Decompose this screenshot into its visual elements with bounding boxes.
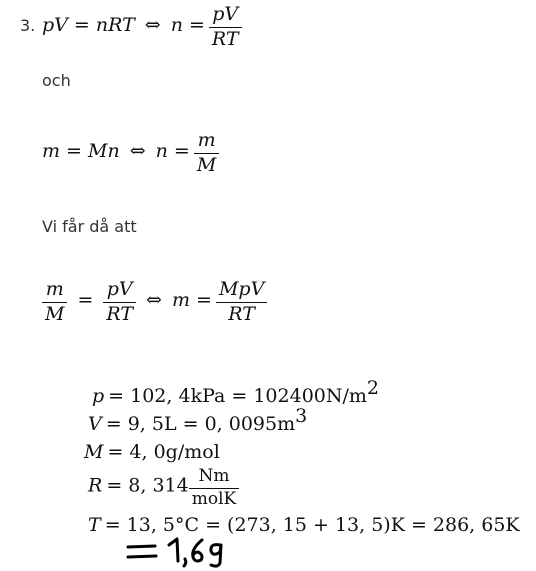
M-value: = 4, 0g/mol xyxy=(107,441,220,463)
equation-combined xyxy=(42,279,267,326)
eq1-arrow: ⇔ xyxy=(144,14,161,37)
eq3-equals: = xyxy=(77,289,94,312)
T-value: = 13, 5°C = (273, 15 + 13, 5)K = 286, 65K xyxy=(104,514,520,536)
eq3-f1-num: m xyxy=(42,279,67,303)
eq3-arrow: ⇔ xyxy=(146,289,162,312)
eq1-n: n = xyxy=(170,14,205,37)
T-symbol: T xyxy=(88,514,101,536)
eq1-fraction xyxy=(209,4,242,51)
p-exponent: 2 xyxy=(366,377,380,399)
item-number: 3. xyxy=(20,16,36,35)
eq1-frac-num: pV xyxy=(209,4,242,28)
V-value: = 9, 5L = 0, 0095m xyxy=(105,413,296,435)
eq3-fraction-1 xyxy=(42,279,67,326)
R-symbol: R xyxy=(88,474,103,497)
R-unit-fraction xyxy=(189,467,240,509)
eq3-f2-den: RT xyxy=(106,302,134,325)
M-symbol: M xyxy=(84,441,104,463)
och-text: och xyxy=(42,71,71,90)
vi-far-text: Vi får då att xyxy=(42,217,137,236)
handwritten-answer xyxy=(125,535,245,569)
p-value: = 102, 4kPa = 102400N/m xyxy=(108,385,367,407)
eq3-f3-num: MpV xyxy=(216,279,267,303)
equation-ideal-gas xyxy=(42,4,242,51)
value-molar-mass xyxy=(84,441,220,463)
p-symbol: p xyxy=(92,385,105,407)
eq1-frac-den: RT xyxy=(211,27,239,50)
eq1-lhs: pV = nRT xyxy=(42,14,135,37)
R-unit-num: Nm xyxy=(189,467,240,489)
eq3-f1-den: M xyxy=(45,302,65,325)
value-gas-constant xyxy=(88,467,239,509)
eq3-fraction-2 xyxy=(103,279,136,326)
eq2-lhs: m = Mn xyxy=(42,140,120,163)
R-value: = 8, 314 xyxy=(106,474,189,497)
eq2-fraction xyxy=(194,130,219,177)
eq2-n: n = xyxy=(155,140,190,163)
equation-mass-moles xyxy=(42,130,219,177)
eq3-m: m = xyxy=(171,289,212,312)
eq2-frac-num: m xyxy=(194,130,219,154)
R-unit-den: molK xyxy=(191,488,237,509)
value-temperature xyxy=(88,514,520,536)
eq2-arrow: ⇔ xyxy=(129,140,146,163)
eq2-frac-den: M xyxy=(196,153,217,176)
eq3-fraction-3 xyxy=(216,279,267,326)
value-pressure xyxy=(92,377,380,407)
eq3-f3-den: RT xyxy=(228,302,255,325)
value-volume xyxy=(88,405,308,435)
V-symbol: V xyxy=(88,413,102,435)
V-exponent: 3 xyxy=(295,405,308,427)
eq3-f2-num: pV xyxy=(103,279,136,303)
